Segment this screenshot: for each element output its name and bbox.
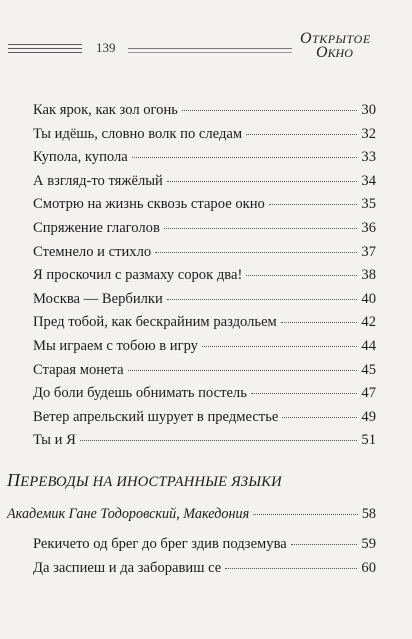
toc-leader-dots <box>167 181 358 182</box>
toc-leader-dots <box>155 252 357 253</box>
toc-entry[interactable] <box>33 196 376 216</box>
toc-leader-dots <box>291 544 358 545</box>
toc-entry-title: Спряжение глаголов <box>33 220 160 236</box>
section-heading: ПЕРЕВОДЫ НА ИНОСТРАННЫЕ ЯЗЫКИ <box>7 470 282 490</box>
toc-leader-dots <box>253 514 358 515</box>
toc-entry-page: 38 <box>361 267 376 284</box>
toc-leader-dots <box>246 134 357 135</box>
toc-entry-title: До боли будешь обнимать постель <box>33 385 247 402</box>
toc-entry-page: 45 <box>361 361 376 378</box>
toc-entry-page: 32 <box>361 125 376 142</box>
toc-entry-title: Купола, купола <box>33 149 128 166</box>
toc-leader-dots <box>269 204 358 205</box>
toc-entry-page: 34 <box>361 172 376 189</box>
toc-entry-title: Пред тобой, как бескрайним раздольем <box>33 314 277 331</box>
header-rule <box>128 48 292 49</box>
toc-entry-page: 36 <box>361 220 376 236</box>
toc-entry-page: 47 <box>361 385 376 402</box>
page-header <box>0 26 412 66</box>
toc-entry-page: 37 <box>361 243 376 260</box>
toc-entry[interactable] <box>33 149 376 169</box>
toc-entry-title: Смотрю на жизнь сквозь старое окно <box>33 196 265 213</box>
toc-entry[interactable] <box>33 338 376 358</box>
toc-entry-page: 40 <box>361 290 376 307</box>
toc-entry-title: Ты и Я <box>33 432 76 449</box>
toc-entry[interactable] <box>33 173 376 193</box>
toc-entry[interactable] <box>33 267 376 287</box>
toc-entry-page: 44 <box>361 338 376 354</box>
toc-leader-dots <box>132 157 358 158</box>
toc-leader-dots <box>164 228 358 229</box>
toc-entry-page: 51 <box>361 432 376 449</box>
toc-entry-page: 59 <box>361 536 376 552</box>
toc-entry-page: 49 <box>361 408 376 425</box>
toc-entry-page: 35 <box>361 196 376 213</box>
toc-entry[interactable] <box>33 102 376 122</box>
toc-entry-title: Как ярок, как зол огонь <box>33 102 178 118</box>
toc-author-entry[interactable] <box>7 506 376 526</box>
toc-entry-title: Стемнело и стихло <box>33 243 152 260</box>
toc-entry-title: Москва — Вербилки <box>33 290 163 307</box>
header-rule-secondary <box>128 52 292 53</box>
page-number: 139 <box>96 40 116 55</box>
toc-entry[interactable] <box>33 385 376 405</box>
toc-entry-page: 30 <box>361 102 376 118</box>
toc-entry[interactable] <box>33 560 376 580</box>
toc-entry-title: Мы играем с тобою в игру <box>33 338 198 354</box>
toc-entry[interactable] <box>33 314 376 334</box>
header-decorative-lines <box>8 44 82 56</box>
publisher-logo: ОТКРЫТОЕ ОКНО <box>300 30 371 61</box>
toc-leader-dots <box>167 299 358 300</box>
toc-entry-page: 58 <box>361 506 376 522</box>
toc-entry-page: 42 <box>361 314 376 331</box>
toc-leader-dots <box>282 417 357 418</box>
toc-entry[interactable] <box>33 244 376 264</box>
toc-leader-dots <box>128 370 358 371</box>
toc-entry-page: 33 <box>361 149 376 166</box>
toc-entry-title: Ветер апрельский шурует в предместье <box>33 408 279 425</box>
toc-entry-title: Старая монета <box>33 361 124 378</box>
toc-entry-page: 60 <box>361 559 376 576</box>
toc-leader-dots <box>281 322 358 323</box>
toc-entry-title: Рекичето од брег до брег здив подземува <box>33 536 287 552</box>
toc-leader-dots <box>225 568 357 569</box>
toc-entry[interactable] <box>33 291 376 311</box>
toc-entry-title: Академик Гане Тодоровский, Македония <box>7 506 250 522</box>
toc-leader-dots <box>251 393 358 394</box>
toc-leader-dots <box>246 275 357 276</box>
toc-entry-title: Я проскочил с размаху сорок два! <box>33 267 243 284</box>
toc-leader-dots <box>182 110 357 111</box>
toc-entry[interactable] <box>33 409 376 429</box>
toc-entry[interactable] <box>33 220 376 240</box>
toc-entry-title: Да заспиеш и да заборавиш се <box>33 559 222 576</box>
toc-entry[interactable] <box>33 362 376 382</box>
toc-entry[interactable] <box>33 126 376 146</box>
toc-entry[interactable] <box>33 432 376 452</box>
toc-leader-dots <box>202 346 357 347</box>
toc-entry[interactable] <box>33 536 376 556</box>
toc-leader-dots <box>80 440 358 441</box>
toc-entry-title: А взгляд-то тяжёлый <box>33 172 163 189</box>
toc-entry-title: Ты идёшь, словно волк по следам <box>33 125 243 142</box>
